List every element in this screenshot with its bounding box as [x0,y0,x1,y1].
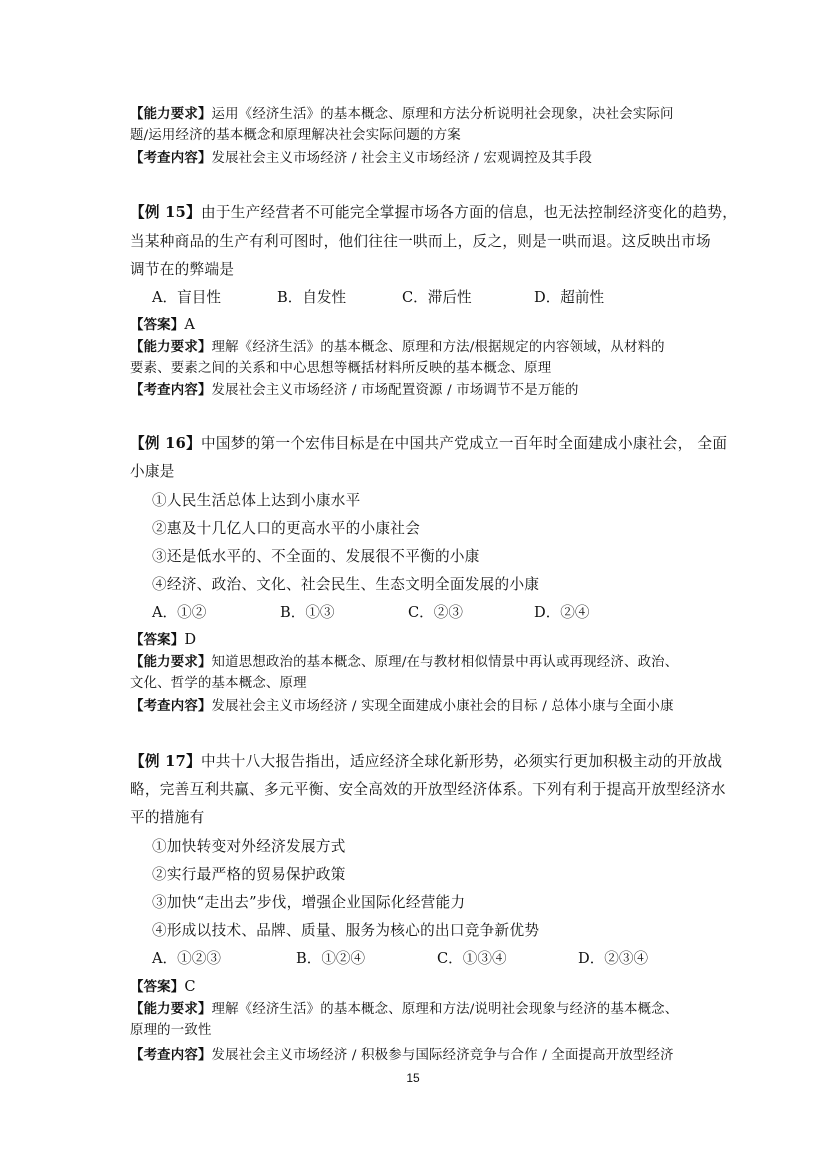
ability-text: 知道思想政治的基本概念、原理/在与教材相似情景中再认或再现经济、政治、 [211,655,679,670]
statement-1: ①加快转变对外经济发展方式 [152,838,346,855]
ability-text: 运用《经济生活》的基本概念、原理和方法分析说明社会现象，决社会实际问 [211,107,674,122]
statement-2: ②实行最严格的贸易保护政策 [152,866,346,883]
statement-4: ④形成以技术、品牌、质量、服务为核心的出口竞争新优势 [152,922,540,939]
content-tag: 【考查内容】 [130,1047,212,1063]
content-text: 发展社会主义市场经济 / 社会主义市场经济 / 宏观调控及其手段 [211,151,593,166]
question-text-cont: 小康是 [130,463,175,480]
content-tag: 【考查内容】 [130,150,212,166]
answer-17 [130,976,705,995]
statement-2: ②惠及十几亿人口的更高水平的小康社会 [152,520,421,537]
ability-tag: 【能力要求】 [130,339,212,355]
exam-content [130,1044,705,1063]
question-17 [130,750,723,771]
question-text-cont: 当某种商品的生产有利可图时，他们往往一哄而上，反之，则是一哄而退。这反映出市场 [130,233,711,250]
option-d: D．超前性 [534,289,605,306]
statement-4: ④经济、政治、文化、社会民生、生态文明全面发展的小康 [152,576,540,593]
ability-requirement [130,998,705,1017]
ability-text-cont: 题/运用经济的基本概念和原理解决社会实际问题的方案 [130,128,461,143]
answer-15 [130,314,705,333]
question-tag: 【例 15】 [130,204,201,221]
option-b: B．自发性 [277,289,347,306]
exam-content [130,695,705,714]
option-c: C．滞后性 [402,289,472,306]
ability-text-cont: 要素、要素之间的关系和中心思想等概括材料所反映的基本概念、原理 [130,361,552,376]
content-text: 发展社会主义市场经济 / 积极参与国际经济竞争与合作 / 全面提高开放型经济 [211,1048,674,1063]
question-16 [130,432,728,453]
ability-requirement [130,651,705,670]
answer-tag: 【答案】 [130,979,185,995]
ability-text: 理解《经济生活》的基本概念、原理和方法/说明社会现象与经济的基本概念、 [211,1002,679,1017]
exam-content [130,379,705,398]
content-tag: 【考查内容】 [130,382,212,398]
ability-text: 理解《经济生活》的基本概念、原理和方法/根据规定的内容领域，从材料的 [211,340,665,355]
option-c: C．①③④ [437,950,507,967]
ability-requirement [130,103,705,122]
option-d: D．②④ [534,604,590,621]
question-text-cont: 平的措施有 [130,809,205,826]
ability-tag: 【能力要求】 [130,1001,212,1017]
option-b: B．①③ [280,604,335,621]
statement-3: ③还是低水平的、不全面的、发展很不平衡的小康 [152,548,480,565]
option-b: B．①②④ [296,950,366,967]
answer-tag: 【答案】 [130,317,185,333]
question-tag: 【例 17】 [130,753,201,770]
question-15 [130,201,738,222]
option-c: C．②③ [408,604,463,621]
statement-1: ①人民生活总体上达到小康水平 [152,492,361,509]
content-tag: 【考查内容】 [130,698,212,714]
answer-value: A [184,316,196,333]
ability-text-cont: 文化、哲学的基本概念、原理 [130,676,307,691]
answer-value: C [184,978,196,995]
ability-text-cont: 原理的一致性 [130,1023,212,1038]
content-text: 发展社会主义市场经济 / 市场配置资源 / 市场调节不是万能的 [211,383,579,398]
answer-value: D [184,631,197,648]
option-a: A．①② [152,604,207,621]
ability-tag: 【能力要求】 [130,106,212,122]
question-text: 由于生产经营者不可能完全掌握市场各方面的信息，也无法控制经济变化的趋势， [200,204,738,221]
ability-requirement [130,336,705,355]
exam-content [130,147,705,166]
ability-tag: 【能力要求】 [130,654,212,670]
question-text: 中国梦的第一个宏伟目标是在中国共产党成立一百年时全面建成小康社会， 全面 [200,435,728,452]
content-text: 发展社会主义市场经济 / 实现全面建成小康社会的目标 / 总体小康与全面小康 [211,699,674,714]
question-tag: 【例 16】 [130,435,201,452]
question-text: 中共十八大报告指出，适应经济全球化新形势，必须实行更加积极主动的开放战 [200,753,723,770]
option-d: D．②③④ [578,950,649,967]
answer-16 [130,629,705,648]
statement-3: ③加快“走出去”步伐，增强企业国际化经营能力 [152,894,466,911]
page-number: 15 [406,1071,420,1085]
option-a: A．①②③ [152,950,221,967]
question-text-cont: 调节在的弊端是 [130,261,235,278]
option-a: A．盲目性 [152,289,221,306]
answer-tag: 【答案】 [130,632,185,648]
question-text-cont: 略，完善互利共赢、多元平衡、安全高效的开放型经济体系。下列有利于提高开放型经济水 [130,781,726,798]
